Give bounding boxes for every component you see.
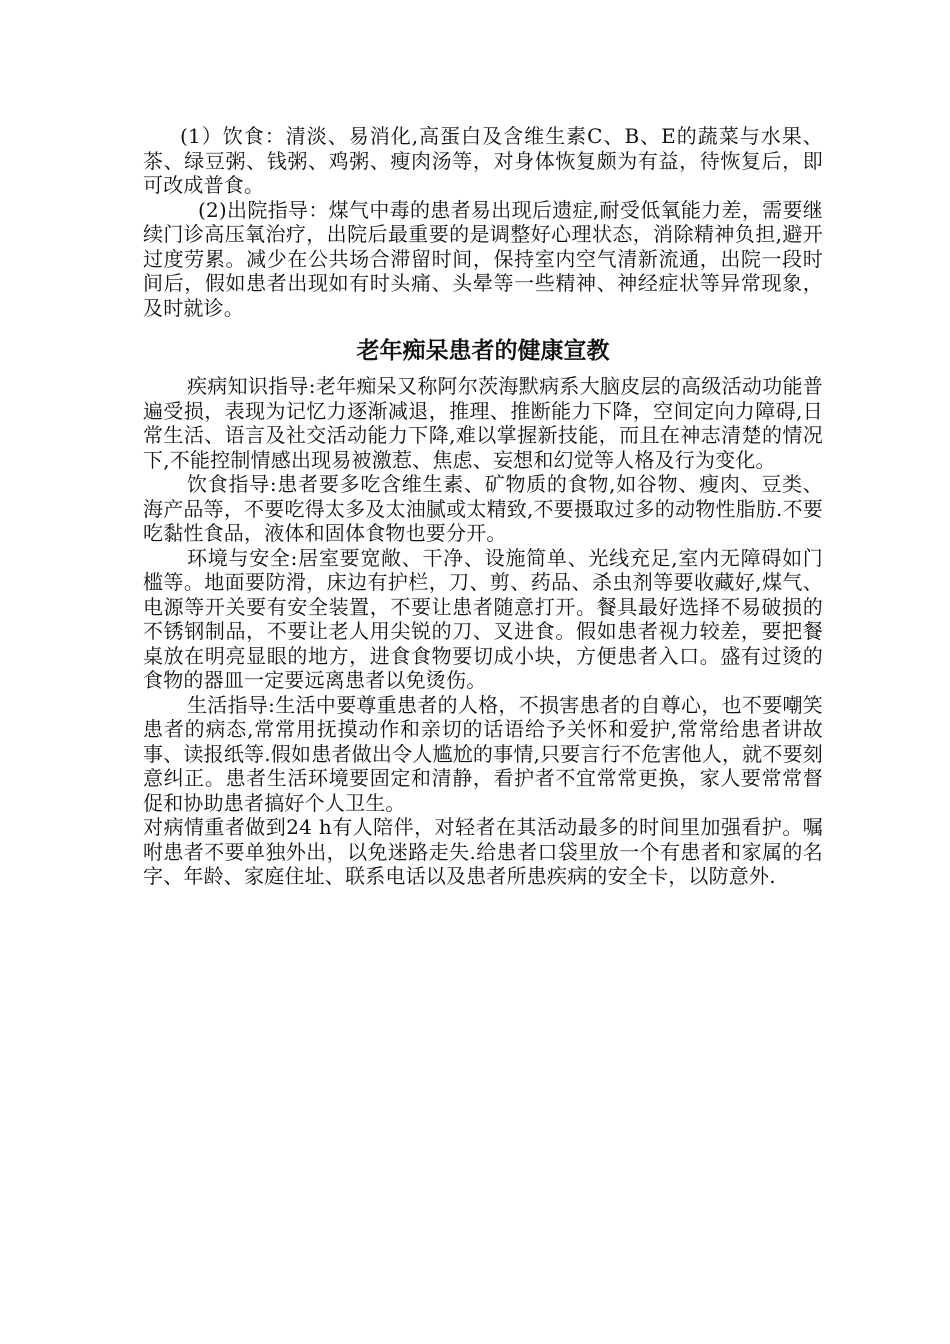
document-title: 老年痴呆患者的健康宣教 [356, 338, 610, 364]
disease-knowledge-paragraph: 疾病知识指导:老年痴呆又称阿尔茨海默病系大脑皮层的高级活动功能普遍受损，表现为记忆力逐渐减退，推理、推断能力下降，空间定向力障碍,日常生活、语言及社交活动能力下降,难以掌握新技能，而且在神志清楚的情况下,不能控制情感出现易被激惹、焦虑、妄想和幻觉等人格及行为变化。 [143, 374, 823, 472]
main-section [143, 374, 823, 889]
life-guidance-paragraph: 生活指导:生活中要尊重患者的人格，不损害患者的自尊心，也不要嘲笑患者的病态,常常用抚摸动作和亲切的话语给予关怀和爱护,常常给患者讲故事、读报纸等.假如患者做出令人尴尬的事情,只要言行不危害他人，就不要刻意纠正。患者生活环境要固定和清静，看护者不宜常常更换，家人要常常督促和协助患者搞好个人卫生。 [143, 692, 823, 815]
environment-safety-paragraph: 环境与安全:居室要宽敞、干净、设施简单、光线充足,室内无障碍如门槛等。地面要防滑，床边有护栏，刀、剪、药品、杀虫剂等要收藏好,煤气、电源等开关要有安全装置，不要让患者随意打开。餐具最好选择不易破损的不锈钢制品，不要让老人用尖锐的刀、叉进食。假如患者视力较差，要把餐桌放在明亮显眼的地方，进食食物要切成小块，方便患者入口。盛有过烫的食物的器皿一定要远离患者以免烫伤。 [143, 545, 823, 692]
care-paragraph: 对病情重者做到24 h有人陪伴，对轻者在其活动最多的时间里加强看护。嘱咐患者不要单独外出，以免迷路走失.给患者口袋里放一个有患者和家属的名字、年龄、家庭住址、联系电话以及患者所患疾病的安全卡，以防意外. [143, 815, 823, 888]
discharge-guidance-paragraph: (2)出院指导：煤气中毒的患者易出现后遗症,耐受低氧能力差，需要继续门诊高压氧治疗，出院后最重要的是调整好心理状态，消除精神负担,避开过度劳累。减少在公共场合滞留时间，保持室内空气清新流通，出院一段时间后，假如患者出现如有时头痛、头晕等一些精神、神经症状等异常现象，及时就诊。 [143, 197, 823, 320]
intro-section [143, 124, 823, 320]
diet-guidance-paragraph: 饮食指导:患者要多吃含维生素、矿物质的食物,如谷物、瘦肉、豆类、海产品等，不要吃得太多及太油腻或太精致,不要摄取过多的动物性脂肪.不要吃黏性食品，液体和固体食物也要分开。 [143, 472, 823, 545]
diet-paragraph: (1）饮食：清淡、易消化,高蛋白及含维生素C、B、E的蔬菜与水果、茶、绿豆粥、钱粥、鸡粥、瘦肉汤等，对身体恢复颇为有益，待恢复后，即可改成普食。 [143, 124, 823, 197]
